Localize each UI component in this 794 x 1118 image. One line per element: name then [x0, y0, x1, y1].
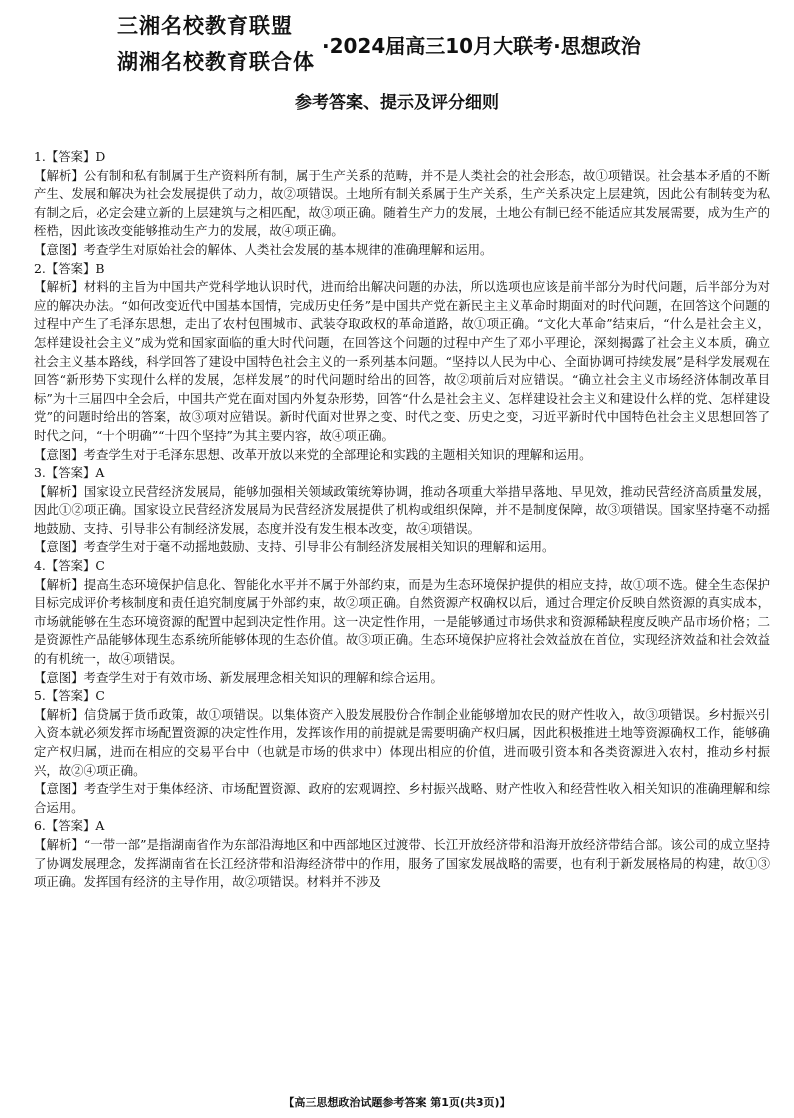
- intent-text: 【意图】考查学生对原始社会的解体、人类社会发展的基本规律的准确理解和运用。: [34, 241, 493, 257]
- question-1: [34, 148, 770, 260]
- analysis-text: 【解析】“一带一部”是指湖南省作为东部沿海地区和中西部地区过渡带、长江开放经济带和沿海开放经济带结合部。该公司的成立坚持了协调发展理念，发挥湖南省在长江经济带和沿海经济带中的作用，服务了国家发展战略的需要，也有利于新发展格局的构建，故①③项正确。发挥国有经济的主导作用，故②项错误。材料并不涉及: [34, 836, 770, 890]
- analysis-text: 【解析】提高生态环境保护信息化、智能化水平并不属于外部约束，而是为生态环境保护提供的相应支持，故①项不选。健全生态保护目标完成评价考核制度和责任追究制度属于外部约束，故②项正确。自然资源产权确权以后，通过合理定价反映自然资源的真实成本，市场就能够在生态环境资源的配置中起到决定性作用。这一决定性作用，一是能够通过市场供求和资源稀缺程度反映产品市场价格；二是资源性产品能够体现生态系统所能够体现的生态价值。故③项正确。生态环境保护应将社会效益放在首位，实现经济效益和社会效益的有机统一，故④项错误。: [34, 576, 770, 667]
- intent-text: 【意图】考查学生对于集体经济、市场配置资源、政府的宏观调控、乡村振兴战略、财产性收入和经营性收入相关知识的准确理解和综合运用。: [34, 781, 770, 815]
- answer-line: 2.【答案】B: [34, 260, 105, 276]
- answer-line: 4.【答案】C: [34, 558, 105, 574]
- org-name-line1: 三湘名校教育联盟: [117, 14, 293, 38]
- question-4: [34, 557, 770, 687]
- intent-text: 【意图】考查学生对于有效市场、新发展理念相关知识的理解和综合运用。: [34, 669, 443, 685]
- question-3: [34, 464, 770, 557]
- answer-line: 5.【答案】C: [34, 688, 105, 704]
- org-name-line2: 湖湘名校教育联合体: [117, 50, 315, 74]
- question-6: [34, 817, 770, 891]
- intent-text: 【意图】考查学生对于毛泽东思想、改革开放以来党的全部理论和实践的主题相关知识的理解和运用。: [34, 446, 592, 462]
- document-subtitle: 参考答案、提示及评分细则: [295, 93, 499, 113]
- answer-list: [34, 148, 770, 892]
- question-2: [34, 260, 770, 465]
- answer-line: 3.【答案】A: [34, 465, 105, 481]
- page-footer: 【高三思想政治试题参考答案 第1页(共3页)】: [283, 1096, 511, 1109]
- answer-line: 6.【答案】A: [34, 818, 105, 834]
- analysis-text: 【解析】国家设立民营经济发展局，能够加强相关领域政策统筹协调，推动各项重大举措早落地、早见效，推动民营经济高质量发展，因此①②项正确。国家设立民营经济发展局为民营经济发展提供了机构或组织保障，并不是制度保障，故③项错误。国家坚持毫不动摇地鼓励、支持、引导非公有制经济发展，态度并没有发生根本改变，故④项错误。: [34, 483, 770, 536]
- analysis-text: 【解析】公有制和私有制属于生产资料所有制，属于生产关系的范畴，并不是人类社会的社会形态，故①项错误。社会基本矛盾的不断产生、发展和解决为社会发展提供了动力，故②项错误。土地所有制关系属于生产关系，生产关系决定上层建筑，因此公有制转变为私有制之后，必定会建立新的上层建筑与之相匹配，故③项正确。随着生产力的发展，土地公有制已经不能适应其发展需要，成为生产的桎梏，因此该改变能够推动生产力的发展，故④项正确。: [34, 167, 770, 239]
- question-5: [34, 687, 770, 817]
- analysis-text: 【解析】材料的主旨为中国共产党科学地认识时代，进而给出解决问题的办法，所以选项也应该是前半部分为时代问题，后半部分为对应的解决办法。“如何改变近代中国基本国情，完成历史任务”是中国共产党在新民主主义革命时期面对的时代问题，在回答这个问题的过程中产生了毛泽东思想，走出了农村包围城市、武装夺取政权的革命道路，故①项正确。“文化大革命”结束后，“什么是社会主义，怎样建设社会主义”成为党和国家面临的重大时代问题，在回答这个问题的过程中产生了邓小平理论，深刻揭露了社会主义本质，确立社会主义基本路线，科学回答了建设中国特色社会主义的一系列基本问题。“坚持以人民为中心、全面协调可持续发展”是科学发展观在回答“新形势下实现什么样的发展，怎样发展”的时代问题时给出的回答，故②项前后对应错误。“确立社会主义市场经济体制改革目标”为十三届四中全会后，中国共产党在面对国内外复杂形势，回答“什么是社会主义、怎样建设社会主义和建设什么样的党、怎样建设党”的问题时给出的答案，故③项对应错误。新时代面对世界之变、时代之变、历史之变，习近平新时代中国特色社会主义思想回答了时代之问，“十个明确”“十四个坚持”为其主要内容，故④项正确。: [34, 279, 770, 443]
- exam-title: ·2024届高三10月大联考·思想政治: [322, 34, 641, 58]
- page-header: [0, 0, 794, 150]
- answer-line: 1.【答案】D: [34, 149, 106, 164]
- intent-text: 【意图】考查学生对于毫不动摇地鼓励、支持、引导非公有制经济发展相关知识的理解和运用。: [34, 539, 555, 555]
- analysis-text: 【解析】信贷属于货币政策，故①项错误。以集体资产入股发展股份合作制企业能够增加农民的财产性收入，故③项错误。乡村振兴引入资本就必须发挥市场配置资源的决定性作用，发挥该作用的前提就是需要明确产权归属，因此积极推进土地等资源确权工作，能够确定产权归属，进而在相应的交易平台中（也就是市场的供求中）体现出相应的价值，进而吸引资本和各类资源进入农村，推动乡村振兴，故②④项正确。: [34, 706, 770, 778]
